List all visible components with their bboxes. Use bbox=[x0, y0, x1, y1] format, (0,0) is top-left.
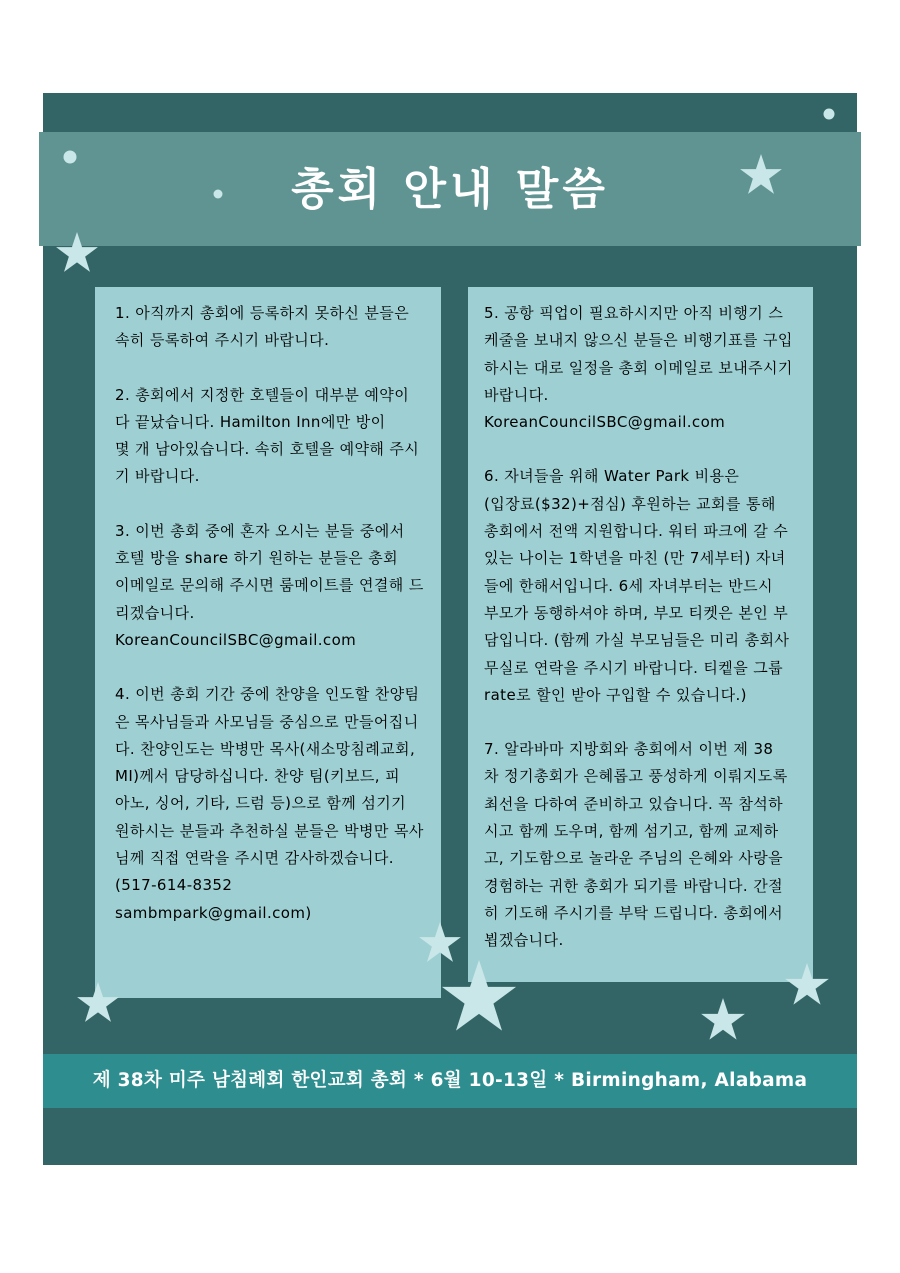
notice-item-5: 5. 공항 픽업이 필요하시지만 아직 비행기 스 케줄을 보내지 않으신 분들은 비행기표를 구입 하시는 대로 일정을 총회 이메일로 보내주시기 바랍니다. KoreanCouncilSBC@gmail.com bbox=[484, 304, 793, 432]
notice-item-7: 7. 알라바마 지방회와 총회에서 이번 제 38 차 정기총회가 은혜롭고 풍성하게 이뤄지도록 최선을 다하여 준비하고 있습니다. 꼭 참석하 시고 함께 도우며, 함께 섬기고, 함께 교제하 고, 기도함으로 놀라운 주님의 은혜와 사랑을 경험하는 귀한 총회가 되기를 바랍니다. 간절 히 기도해 주시기를 부탁 드립니다. 총회에서 뵙겠습니다. bbox=[484, 740, 788, 950]
notice-item-3: 3. 이번 총회 중에 혼자 오시는 분들 중에서 호텔 방을 share 하기 원하는 분들은 총회 이메일로 문의해 주시면 룸메이트를 연결해 드 리겠습니다. KoreanCouncilSBC@gmail.com bbox=[115, 521, 424, 649]
star-icon bbox=[440, 960, 518, 1038]
notice-item-1: 1. 아직까지 총회에 등록하지 못하신 분들은 속히 등록하여 주시기 바랍니다. bbox=[115, 304, 410, 350]
event-info-footer: 제 38차 미주 남침례회 한인교회 총회 * 6월 10-13일 * Birmingham, Alabama bbox=[92, 1070, 808, 1091]
page-title: 총회 안내 말씀 bbox=[291, 164, 609, 215]
star-icon bbox=[784, 963, 830, 1009]
notice-item-4: 4. 이번 총회 기간 중에 찬양을 인도할 찬양팀 은 목사님들과 사모님들 중심으로 만들어집니 다. 찬양인도는 박병만 목사(새소망침례교회, MI)께서 담당하십니다. 찬양 팀(키보드, 피 아노, 싱어, 기타, 드럼 등)으로 함께 섬기기 원하시는 분들과 추천하실 분들은 박병만 목사 님께 직접 연락을 주시면 감사하겠습니다. (517-614-8352 sambmpark@gmail.com) bbox=[115, 685, 424, 922]
star-icon bbox=[76, 982, 120, 1026]
star-icon bbox=[700, 998, 746, 1044]
notice-panel-right bbox=[468, 287, 813, 982]
notice-item-6: 6. 자녀들을 위해 Water Park 비용은 (입장료($32)+점심) 후원하는 교회를 통해 총회에서 전액 지원합니다. 워터 파크에 갈 수 있는 나이는 1학년을 마친 (만 7세부터) 자녀 들에 한해서입니다. 6세 자녀부터는 반드시 부모가 동행하셔야 하며, 부모 티켓은 본인 부 담입니다. (함께 가실 부모님들은 미리 총회사 무실로 연락을 주시기 바랍니다. 티켙을 그룹 rate로 할인 받아 구입할 수 있습니다.) bbox=[484, 467, 790, 704]
notice-panel-left bbox=[95, 287, 441, 998]
star-icon bbox=[55, 232, 99, 276]
notice-item-2: 2. 총회에서 지정한 호텔들이 대부분 예약이 다 끝났습니다. Hamilton Inn에만 방이 몇 개 남아있습니다. 속히 호텔을 예약해 주시 기 바랍니다. bbox=[115, 385, 420, 486]
dot-icon bbox=[823, 108, 835, 120]
